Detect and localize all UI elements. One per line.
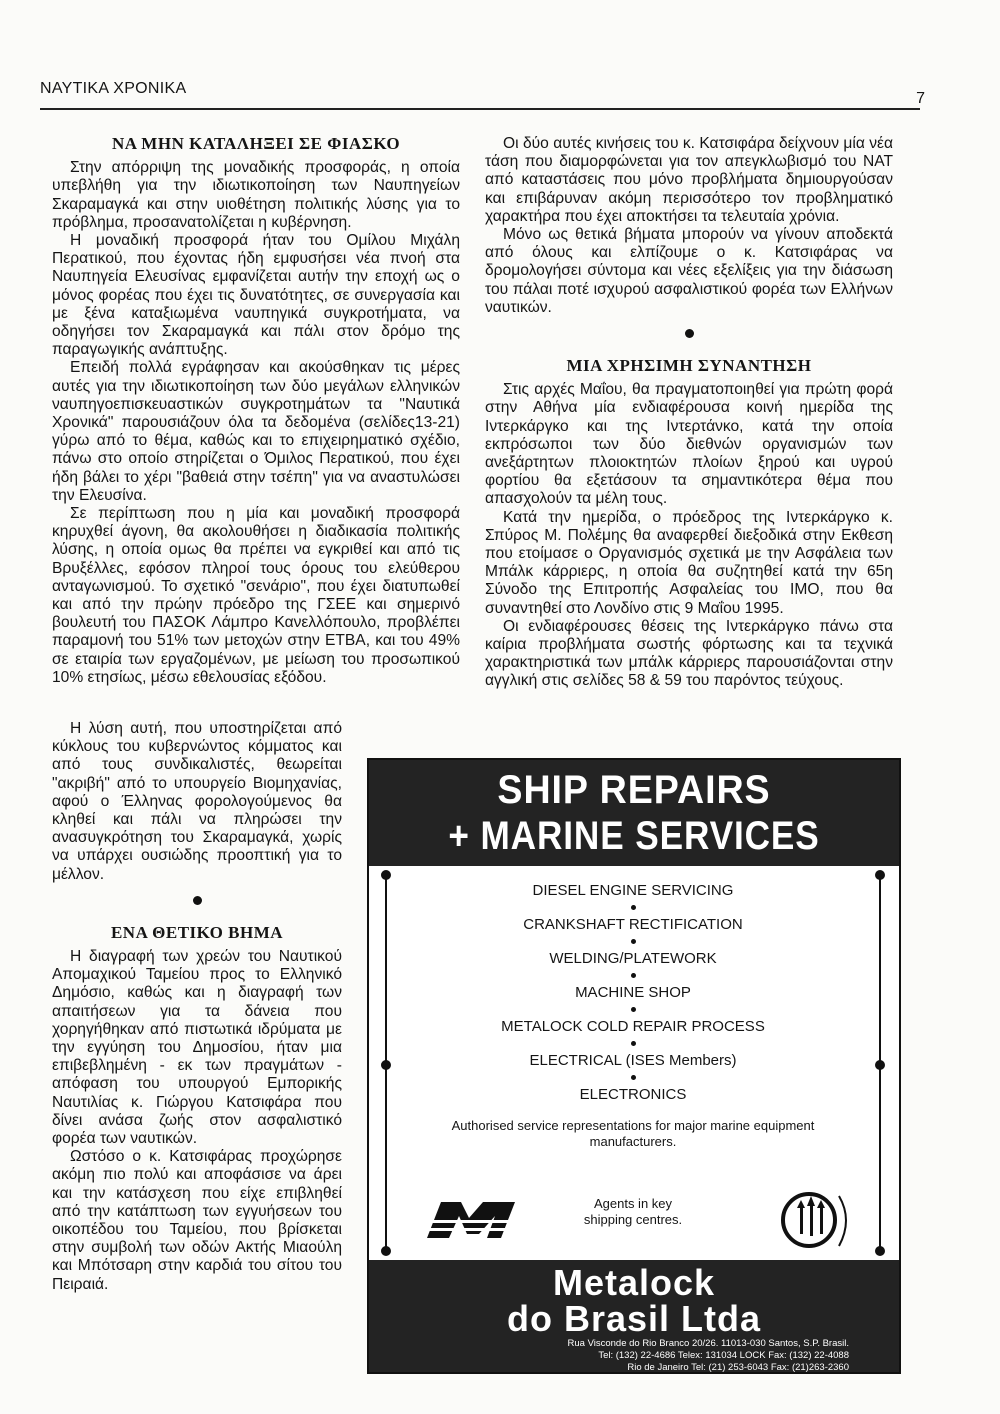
bullet-dot [685, 329, 694, 338]
company-name: Metalock [552, 1262, 716, 1303]
section-separator [52, 892, 342, 914]
service-dot [631, 939, 636, 944]
article-1-paragraph: Στην απόρριψη της μοναδικής προσφοράς, η οποία υπεβλήθη για την ιδιωτικοποίηση των Ναυπηγείων Σκαραμαγκά και στην υιοθέτηση πολιτικής λύσης για το πρόβλημα, προσανατολίζεται η κυβέρνηση. [52, 159, 460, 231]
section-separator [485, 325, 893, 347]
service-dot [631, 1007, 636, 1012]
article-1-paragraph: Σε περίπτωση που η μία και μοναδική προσφορά κηρυχθεί άγονη, θα ακολουθήσει η διαδικασία πολιτικής λύσης, η οποία ομως θα πρέπει να εγκριθεί και από τις Βρυξέλλες, εφόσον πληροί τους όρους του ελεύθερου ανταγωνισμού. Το σχετικό "σενάριο", που έχει διατυπωθεί και από την πρώην πρόεδρο της ΓΣΕΕ και σημερινό βουλευτή του ΠΑΣΟΚ Λάμπρο Κανελλόπουλο, προβλέπει παραμονή του 51% των μετοχών στην ΕΤΒΑ, και του 49% σε εταιρία των εργαζομένων, με μείωση του προσωπικού 10% ετησίως, μέσω εθελουσίας εξόδου. [52, 505, 460, 686]
services-frame [379, 868, 887, 1260]
service-label: CRANKSHAFT RECTIFICATION [523, 916, 743, 933]
page-header [40, 80, 925, 108]
article-3-title: ΜΙΑ ΧΡΗΣΙΜΗ ΣΥΝΑΝΤΗΣΗ [566, 356, 812, 376]
service-item [409, 880, 857, 914]
services-list [409, 880, 857, 1118]
ad-note: Authorised service representations for major marine equipment manufacturers. [451, 1118, 815, 1149]
article-1-continued [52, 720, 342, 1294]
service-item [409, 1050, 857, 1084]
company-name-suffix: do Brasil Ltda [506, 1298, 762, 1339]
service-item [409, 982, 857, 1016]
frame-dot [381, 870, 391, 880]
right-column [485, 135, 893, 691]
frame-dot [875, 870, 885, 880]
header-rule [40, 108, 920, 110]
service-dot [631, 973, 636, 978]
bullet-dot [193, 896, 202, 905]
ises-logo-icon [777, 1186, 857, 1256]
service-item [409, 914, 857, 948]
article-1-title: ΝΑ ΜΗΝ ΚΑΤΑΛΗΞΕΙ ΣΕ ΦΙΑΣΚΟ [111, 134, 401, 153]
article-3-paragraph: Κατά την ημερίδα, ο πρόεδρος της Ιντερκάργκο κ. Σπύρος Μ. Πολέμης θα αναφερθεί διεξοδικά στην Εκθεση που ετοίμασε ο Οργανισμός σχετικά με την Ασφάλεια των Μπάλκ κάρριερς, η οποία θα συζητηθεί κατά την 65η Σύνοδο της Επιτροπής Ασφαλείας του ΙΜΟ, που θα συναντηθεί στο Λονδίνο στις 9 Μαΐου 1995. [485, 508, 893, 617]
article-2-paragraph: Μόνο ως θετικά βήματα μπορούν να γίνουν αποδεκτά από όλους και ελπίζουμε ο κ. Κατσιφάρας να δρομολογήσει σύντομα και νέες εξελίξεις για την διάσωση του πάλαι ποτέ ισχυρού ασφαλιστικού φορέα των Ελλήνων ναυτικών. [485, 226, 893, 316]
service-label: MACHINE SHOP [575, 984, 691, 1001]
service-label: METALOCK COLD REPAIR PROCESS [501, 1018, 765, 1035]
service-dot [631, 1075, 636, 1080]
service-item [409, 948, 857, 982]
ad-headline-block [369, 760, 899, 866]
article-2-paragraph: Οι δύο αυτές κινήσεις του κ. Κατσιφάρα δείχνουν μία νέα τάση που διαμορφώνεται για τον απεγκλωβισμό του ΝΑΤ από καταστάσεις που μόνο προβλήματα δημιουργούσαν και επιβάρυναν ακόμη περισσότερο τον προβληματικό χαρακτήρα που έχει αποκτήσει τα τελευταία χρόνια. [485, 135, 893, 225]
service-label: ELECTRICAL (ISES Members) [529, 1052, 737, 1069]
service-label: ELECTRONICS [579, 1086, 687, 1103]
service-label: WELDING/PLATEWORK [549, 950, 717, 967]
article-1-paragraph: Η μοναδική προσφορά ήταν του Ομίλου Μιχάλη Περατικού, που έχοντας ήδη εμφυσήσει νέα πνοή στα Ναυπηγεία Ελευσίνας εμφανίζεται αυτήν την εποχή ως ο μόνος φορέας που έχει τις δυνατότητες, σε συνεργασία και με ξένα καταξιωμένα ναυπηγικά συγκροτήματα, να οδηγήσει τον Σκαραμαγκά και πάλι στον δρόμο της παραγωγικής ανάπτυξης. [52, 232, 460, 359]
frame-dot [875, 1246, 885, 1256]
publication-title: ΝΑΥΤΙΚΑ ΧΡΟΝΙΚΑ [40, 80, 187, 97]
article-3-paragraph: Στις αρχές Μαΐου, θα πραγματοποιηθεί για πρώτη φορά στην Αθήνα μία ενδιαφέρουσα κοινή ημερίδα της Ιντερκάργκο και της Ιντερτάνκο, κατά την οποία εκπρόσωποι των δύο διεθνών οργανισμών των ανεξάρτητων πλοιοκτητών πλοίων ξηρού και υγρού φορτίου θα εξετάσουν τα σημαντικότερα θέμα που απασχολούν τα μέλη τους. [485, 381, 893, 508]
article-3-paragraph: Οι ενδιαφέρουσες θέσεις της Ιντερκάργκο πάνω στα καίρια προβλήματα σωστής φόρτωσης και τα τεχνικά χαρακτηριστικά των μπάλκ κάρριερς παρουσιάζονται στην αγγλική στις σελίδες 58 & 59 του παρόντος τεύχους. [485, 617, 893, 690]
ad-headline: SHIP REPAIRS [497, 768, 771, 812]
article-2-paragraph: Η διαγραφή των χρεών του Ναυτικού Απομαχικού Ταμείου προς το Ελληνικό Δημόσιο, καθώς και η διαγραφή των απαιτήσεων για τα δάνεια που χορηγήθηκαν από πιστωτικά ιδρύματα με την εγγύηση του Δημοσίου, ήταν μια επιβεβλημένη - εκ των πραγμάτων - απόφαση του υπουργού Εμπορικής Ναυτιλίας κ. Γιώργου Κατσιφάρα που δίνει ανάσα ζωής στον ασφαλιστικό φορέα των ναυτικών. [52, 948, 342, 1148]
article-2-title: ΕΝΑ ΘΕΤΙΚΟ ΒΗΜΑ [110, 922, 284, 942]
frame-dot [875, 1060, 885, 1070]
frame-dot [381, 1246, 391, 1256]
company-phone: Tel: (132) 22-4686 Telex: 131034 LOCK Fax: (132) 22-4088 [598, 1350, 849, 1361]
ad-company-block [369, 1260, 899, 1372]
article-1 [52, 135, 460, 687]
page-number: 7 [916, 90, 925, 107]
service-item [409, 1016, 857, 1050]
article-1-paragraph: Επειδή πολλά εγράφησαν και ακούσθηκαν τις μέρες αυτές για την ιδιωτικοποίηση των δύο μεγάλων ελληνικών ναυπηγοεπισκευαστικών συγκροτημάτων τα "Ναυτικά Χρονικά" παρουσιάζουν όλα τα δεδομένα (σελίδες13-21) γύρω από το θέμα, καθώς και το επιχειρηματικό σχέδιο, πάνω στο οποίο στηρίζεται ο Όμιλος Περατικού, που έχει ήδη βάλει το χέρι "βαθειά στην τσέπη" για να αναστυλώσει την Ελευσίνα. [52, 359, 460, 504]
service-dot [631, 1041, 636, 1046]
metalock-logo-icon [423, 1198, 519, 1242]
article-1-paragraph: Η λύση αυτή, που υποστηρίζεται από κύκλους του κυβερνώντος κόμματος και από τους συνδικαλιστές, θεωρείται "ακριβή" από το υπουργείο Βιομηχανίας, αφού ο Έλληνας φορολογούμενος θα κληθεί και πάλι να πληρώσει την ανασυγκρότηση του Σκαραμαγκά, χωρίς να υπάρχει ουσιώδης προοπτική για το μέλλον. [52, 720, 342, 883]
article-2-paragraph: Ωστόσο ο κ. Κατσιφάρας προχώρησε ακόμη πιο πολύ και αποφάσισε να άρει και την κατάσχεση που είχε επιβληθεί από την κατάπτωση των εγγυήσεων του οικοπέδου του Ταμείου, που βρίσκεται στην συμβολή των οδών Ακτής Μιαούλη και Μπότσαρη στην καρδιά του σίτου του Πειραιά. [52, 1148, 342, 1293]
ad-agents: Agents in key shipping centres. [583, 1196, 683, 1227]
frame-dot [381, 1060, 391, 1070]
service-label: DIESEL ENGINE SERVICING [532, 882, 734, 899]
advertisement [367, 758, 901, 1374]
service-item [409, 1084, 857, 1118]
company-rio-contact: Rio de Janeiro Tel: (21) 253-6043 Fax: (21)263-2360 [627, 1362, 849, 1373]
ad-subheadline: + MARINE SERVICES [448, 814, 820, 858]
service-dot [631, 905, 636, 910]
company-address: Rua Visconde do Rio Branco 20/26. 11013-030 Santos, S.P. Brasil. [567, 1338, 849, 1349]
